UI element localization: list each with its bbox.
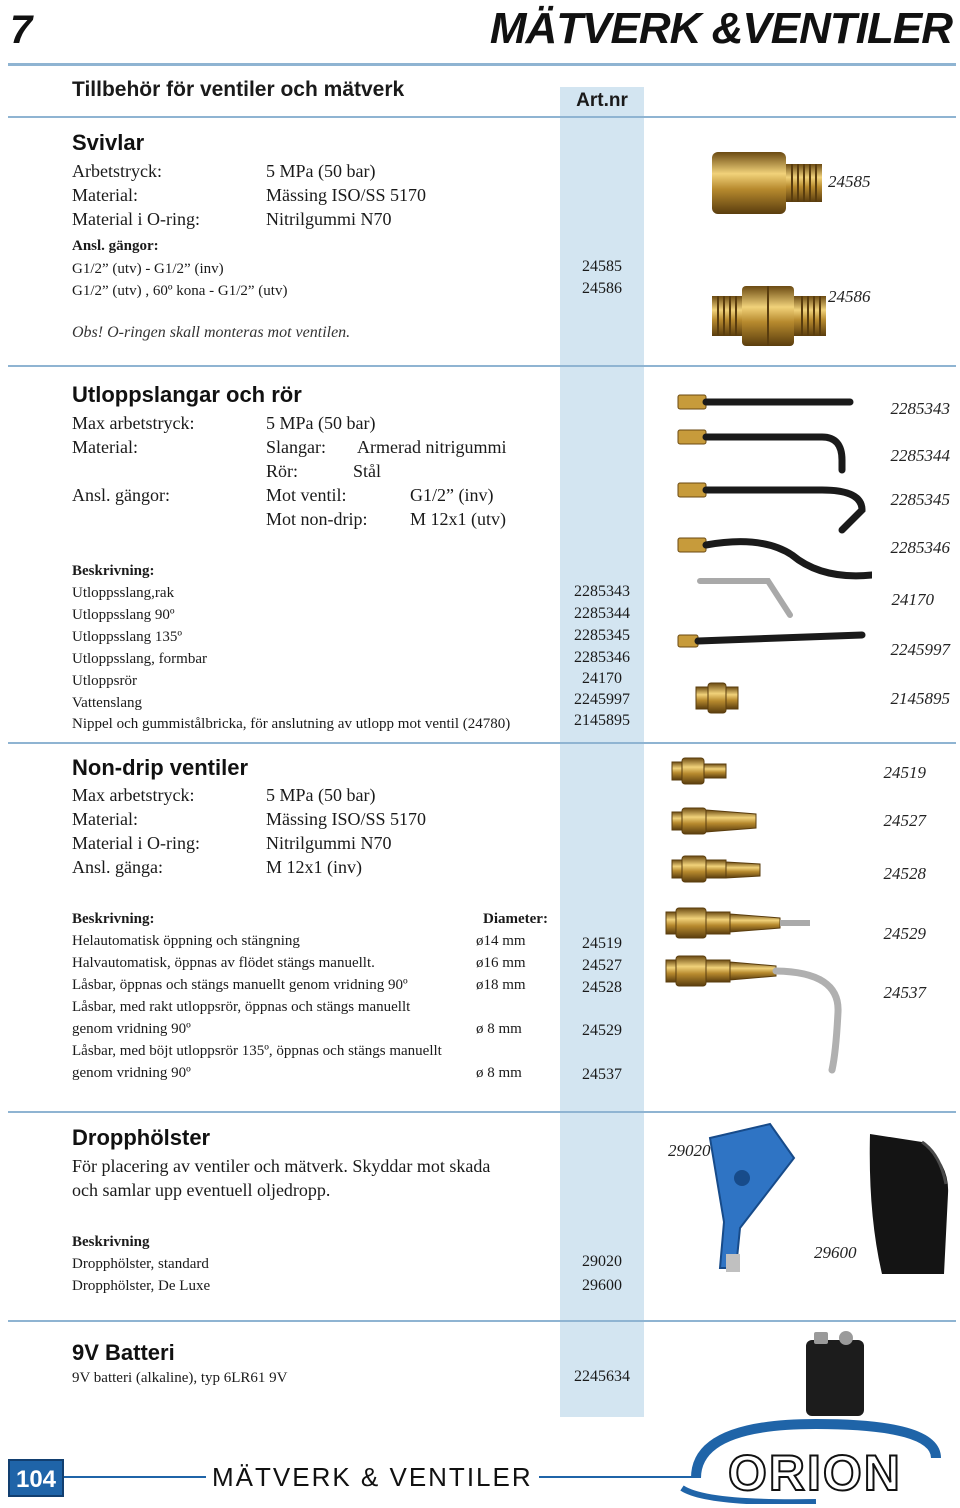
- spec-label: Max arbetstryck:: [72, 413, 195, 433]
- spec-value: G1/2” (inv): [410, 485, 494, 505]
- item-desc: Utloppsslang 135º: [72, 629, 183, 645]
- photo-label: 24529: [883, 924, 926, 943]
- description-label: Beskrivning:: [72, 911, 155, 927]
- photo-label: 24170: [891, 590, 934, 609]
- art-number: 2285346: [574, 649, 630, 666]
- photo-label: 2285343: [890, 399, 950, 418]
- section-text: För placering av ventiler och mätverk. Skyddar mot skada: [72, 1156, 491, 1176]
- item-desc: Utloppsslang, formbar: [72, 651, 207, 667]
- spec-value: Nitrilgummi N70: [266, 209, 392, 229]
- art-number: 2285343: [574, 583, 630, 600]
- art-number: 2285345: [574, 627, 630, 644]
- swivel-24586-photo: [712, 282, 828, 350]
- item-desc: Halvautomatisk, öppnas av flödet stängs manuellt.: [72, 955, 375, 971]
- item-diameter: ø 8 mm: [476, 1065, 522, 1081]
- section-rule: [8, 116, 956, 118]
- item-desc: Låsbar, öppnas och stängs manuellt genom vridning 90º: [72, 977, 408, 993]
- art-number: 24519: [582, 935, 622, 952]
- item-desc: Utloppsrör: [72, 673, 137, 689]
- photo-label: 24585: [828, 172, 871, 191]
- footer-title: MÄTVERK & VENTILER: [206, 1462, 539, 1493]
- photo-label: 2285346: [890, 538, 950, 557]
- art-number: 2245997: [574, 691, 630, 708]
- item-desc: genom vridning 90º: [72, 1021, 191, 1037]
- spec-sublabel: Slangar:: [266, 437, 326, 457]
- photo-label: 2245997: [890, 640, 950, 659]
- photo-label: 2285344: [890, 446, 950, 465]
- spec-value: Nitrilgummi N70: [266, 833, 392, 853]
- holster-29600-photo: [862, 1124, 952, 1284]
- spec-value: M 12x1 (utv): [410, 509, 506, 529]
- nondrip-valve-photos: [660, 752, 870, 1082]
- spec-value: 5 MPa (50 bar): [266, 161, 376, 181]
- spec-value: Mässing ISO/SS 5170: [266, 185, 427, 205]
- spec-value: M 12x1 (inv): [266, 857, 362, 877]
- photo-label: 29600: [814, 1243, 857, 1262]
- photo-label: 24519: [883, 763, 926, 782]
- battery-photo: [800, 1330, 870, 1420]
- item-diameter: ø16 mm: [476, 955, 526, 971]
- section-rule: [8, 1111, 956, 1113]
- description-label: Beskrivning: [72, 1234, 150, 1250]
- art-number: 24527: [582, 957, 622, 974]
- photo-label: 2145895: [890, 689, 950, 708]
- note-text: Obs! O-ringen skall monteras mot ventilen.: [72, 324, 351, 341]
- spec-sublabel: Mot ventil:: [266, 485, 347, 505]
- spec-label: Ansl. gängor:: [72, 485, 170, 505]
- art-number: 2285344: [574, 605, 630, 622]
- item-desc: Helautomatisk öppning och stängning: [72, 933, 300, 949]
- section-text: och samlar upp eventuell oljedropp.: [72, 1180, 331, 1200]
- art-number: 24528: [582, 979, 622, 996]
- section-rule: [8, 365, 956, 367]
- item-desc: Dropphölster, standard: [72, 1256, 209, 1272]
- art-number: 29020: [582, 1253, 622, 1270]
- spec-label: Max arbetstryck:: [72, 785, 195, 805]
- spec-value: 5 MPa (50 bar): [266, 785, 376, 805]
- section-rule: [8, 742, 956, 744]
- photo-label: 29020: [668, 1141, 711, 1160]
- section-title-dropp: Dropphölster: [72, 1125, 211, 1150]
- section-title-svivlar: Svivlar: [72, 130, 145, 155]
- artnr-heading: Art.nr: [576, 90, 628, 111]
- item-desc: G1/2” (utv) - G1/2” (inv): [72, 261, 224, 277]
- item-desc: Utloppsslang 90º: [72, 607, 175, 623]
- subheader-title: Tillbehör för ventiler och mätverk: [72, 78, 405, 101]
- item-desc: G1/2” (utv) , 60º kona - G1/2” (utv): [72, 283, 288, 299]
- photo-label: 24586: [828, 287, 871, 306]
- spec-label: Material:: [72, 437, 138, 457]
- spec-label: Arbetstryck:: [72, 161, 162, 181]
- spec-sublabel: Mot non-drip:: [266, 509, 368, 529]
- spec-label: Ansl. gänga:: [72, 857, 163, 877]
- spec-label: Material:: [72, 185, 138, 205]
- chapter-number: 7: [10, 8, 33, 52]
- spec-label: Material i O-ring:: [72, 833, 200, 853]
- threads-label: Ansl. gängor:: [72, 238, 159, 254]
- spec-value: Armerad nitrigummi: [357, 437, 507, 457]
- item-desc: genom vridning 90º: [72, 1065, 191, 1081]
- description-label: Beskrivning:: [72, 563, 155, 579]
- section-title-batteri: 9V Batteri: [72, 1340, 175, 1365]
- item-desc: Låsbar, med rakt utloppsrör, öppnas och stängs manuellt: [72, 999, 411, 1015]
- header-rule: [8, 63, 956, 66]
- page-number: 104: [8, 1459, 64, 1497]
- spec-value: Mässing ISO/SS 5170: [266, 809, 427, 829]
- hose-photos: [672, 385, 872, 720]
- art-number: 2145895: [574, 712, 630, 729]
- photo-label: 24527: [883, 811, 926, 830]
- spec-value: 5 MPa (50 bar): [266, 413, 376, 433]
- art-number: 24585: [582, 258, 622, 275]
- diameter-label: Diameter:: [483, 911, 548, 927]
- item-desc: 9V batteri (alkaline), typ 6LR61 9V: [72, 1370, 288, 1386]
- item-desc: Låsbar, med böjt utloppsrör 135º, öppnas och stängs manuellt: [72, 1043, 442, 1059]
- art-number: 29600: [582, 1277, 622, 1294]
- art-number: 2245634: [574, 1368, 630, 1385]
- spec-sublabel: Rör:: [266, 461, 299, 481]
- item-diameter: ø14 mm: [476, 933, 526, 949]
- art-number: 24586: [582, 280, 622, 297]
- spec-label: Material:: [72, 809, 138, 829]
- art-number: 24529: [582, 1022, 622, 1039]
- spec-value: Stål: [353, 461, 382, 481]
- swivel-24585-photo: [708, 148, 824, 218]
- section-title-utlopp: Utloppslangar och rör: [72, 382, 302, 407]
- page-title: MÄTVERK &VENTILER: [489, 4, 952, 53]
- art-number: 24170: [582, 670, 622, 687]
- item-desc: Utloppsslang,rak: [72, 585, 175, 601]
- item-desc: Dropphölster, De Luxe: [72, 1278, 211, 1294]
- item-diameter: ø 8 mm: [476, 1021, 522, 1037]
- photo-label: 24528: [883, 864, 926, 883]
- photo-label: 24537: [883, 983, 926, 1002]
- orion-logo-text: ORION: [728, 1445, 902, 1501]
- spec-label: Material i O-ring:: [72, 209, 200, 229]
- photo-label: 2285345: [890, 490, 950, 509]
- section-rule: [8, 1320, 956, 1322]
- item-diameter: ø18 mm: [476, 977, 526, 993]
- item-desc: Vattenslang: [72, 695, 142, 711]
- item-desc: Nippel och gummistålbricka, för anslutning av utlopp mot ventil (24780): [72, 716, 511, 732]
- art-number: 24537: [582, 1066, 622, 1083]
- section-title-nondrip: Non-drip ventiler: [72, 755, 249, 780]
